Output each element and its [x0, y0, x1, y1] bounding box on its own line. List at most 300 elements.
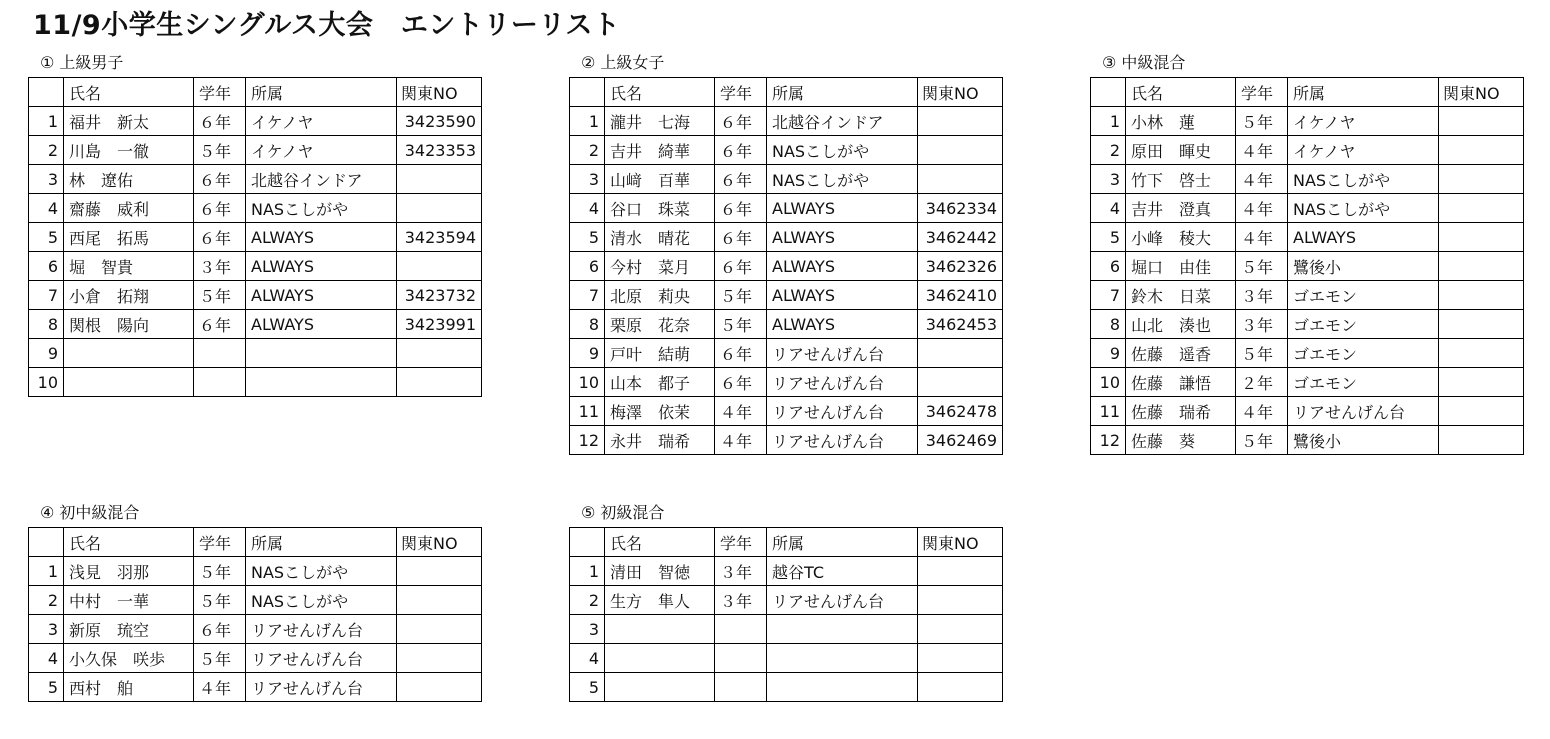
player-name — [64, 368, 194, 397]
player-grade: ４年 — [1236, 194, 1288, 223]
player-club: ゴエモン — [1288, 281, 1439, 310]
player-name: 佐藤 謙悟 — [1126, 368, 1236, 397]
row-number: 4 — [29, 194, 64, 223]
player-grade: ５年 — [194, 136, 246, 165]
row-number: 6 — [1091, 252, 1126, 281]
player-kanto-no — [397, 615, 482, 644]
player-name: 堀口 由佳 — [1126, 252, 1236, 281]
player-name: 鈴木 日菜 — [1126, 281, 1236, 310]
header-kanto-no: 関東NO — [397, 528, 482, 557]
player-club: リアせんげん台 — [767, 586, 918, 615]
row-number: 3 — [29, 165, 64, 194]
player-grade: ３年 — [194, 252, 246, 281]
player-name: 福井 新太 — [64, 107, 194, 136]
player-club: リアせんげん台 — [767, 368, 918, 397]
table-row — [29, 339, 482, 368]
row-number: 3 — [1091, 165, 1126, 194]
player-grade — [194, 368, 246, 397]
player-name: 中村 一華 — [64, 586, 194, 615]
header-grade: 学年 — [194, 528, 246, 557]
player-kanto-no — [918, 339, 1003, 368]
table-row — [1091, 194, 1524, 223]
player-name: 小林 蓮 — [1126, 107, 1236, 136]
player-club: 北越谷インドア — [767, 107, 918, 136]
player-kanto-no — [918, 644, 1003, 673]
table-row — [1091, 426, 1524, 455]
player-kanto-no — [1439, 252, 1524, 281]
player-name: 生方 隼人 — [605, 586, 715, 615]
player-grade: ５年 — [1236, 339, 1288, 368]
header-club: 所属 — [246, 528, 397, 557]
table-row — [570, 397, 1003, 426]
header-row — [29, 78, 482, 107]
player-name: 川島 一徹 — [64, 136, 194, 165]
player-kanto-no — [397, 252, 482, 281]
table-row — [29, 673, 482, 702]
player-club: ALWAYS — [246, 310, 397, 339]
table-row — [1091, 339, 1524, 368]
entry-table — [569, 527, 1003, 702]
player-club: リアせんげん台 — [767, 397, 918, 426]
player-name: 関根 陽向 — [64, 310, 194, 339]
player-club: ゴエモン — [1288, 339, 1439, 368]
player-grade: ３年 — [715, 557, 767, 586]
table-row — [29, 281, 482, 310]
header-row — [570, 528, 1003, 557]
table-row — [570, 194, 1003, 223]
row-number: 4 — [1091, 194, 1126, 223]
player-name: 堀 智貴 — [64, 252, 194, 281]
player-grade: ５年 — [715, 310, 767, 339]
player-club: ゴエモン — [1288, 368, 1439, 397]
player-kanto-no — [1439, 397, 1524, 426]
player-kanto-no — [1439, 165, 1524, 194]
player-grade: ５年 — [1236, 107, 1288, 136]
player-kanto-no: 3423594 — [397, 223, 482, 252]
player-kanto-no: 3462469 — [918, 426, 1003, 455]
player-name: 梅澤 依茉 — [605, 397, 715, 426]
player-club: リアせんげん台 — [246, 673, 397, 702]
player-kanto-no — [1439, 426, 1524, 455]
row-number: 9 — [1091, 339, 1126, 368]
player-name: 浅見 羽那 — [64, 557, 194, 586]
player-grade — [715, 615, 767, 644]
player-club: NASこしがや — [1288, 165, 1439, 194]
table-row — [29, 165, 482, 194]
player-name: 北原 莉央 — [605, 281, 715, 310]
player-club: ゴエモン — [1288, 310, 1439, 339]
entry-table — [1090, 77, 1524, 455]
table-row — [1091, 165, 1524, 194]
entry-table — [28, 527, 482, 702]
player-name: 佐藤 葵 — [1126, 426, 1236, 455]
table-row — [29, 223, 482, 252]
header-row — [570, 78, 1003, 107]
row-number: 5 — [570, 673, 605, 702]
player-kanto-no — [397, 586, 482, 615]
player-club: ALWAYS — [246, 252, 397, 281]
player-grade: ６年 — [194, 107, 246, 136]
player-grade: ６年 — [715, 368, 767, 397]
player-kanto-no — [397, 557, 482, 586]
player-club: イケノヤ — [1288, 136, 1439, 165]
player-club — [767, 615, 918, 644]
table-row — [570, 252, 1003, 281]
player-name — [605, 673, 715, 702]
player-club: ALWAYS — [767, 223, 918, 252]
player-name — [64, 339, 194, 368]
player-name: 西尾 拓馬 — [64, 223, 194, 252]
table-row — [29, 107, 482, 136]
player-club: NASこしがや — [767, 165, 918, 194]
player-grade — [715, 673, 767, 702]
row-number: 7 — [29, 281, 64, 310]
section-title: ④ 初中級混合 — [40, 503, 140, 522]
row-number: 2 — [570, 136, 605, 165]
player-kanto-no — [1439, 281, 1524, 310]
table-row — [570, 557, 1003, 586]
table-row — [570, 136, 1003, 165]
row-number: 12 — [1091, 426, 1126, 455]
player-name: 吉井 澄真 — [1126, 194, 1236, 223]
player-kanto-no: 3423732 — [397, 281, 482, 310]
player-kanto-no — [918, 107, 1003, 136]
player-kanto-no — [1439, 339, 1524, 368]
table-row — [1091, 107, 1524, 136]
row-number: 5 — [570, 223, 605, 252]
row-number: 8 — [29, 310, 64, 339]
player-name: 戸叶 結萌 — [605, 339, 715, 368]
player-name — [605, 644, 715, 673]
table-row — [29, 310, 482, 339]
player-grade: ６年 — [715, 136, 767, 165]
player-kanto-no — [397, 194, 482, 223]
section-beginner-intermediate-mixed — [28, 499, 482, 702]
header-grade: 学年 — [1236, 78, 1288, 107]
table-row — [570, 339, 1003, 368]
section-title: ⑤ 初級混合 — [581, 503, 665, 522]
table-row — [29, 615, 482, 644]
table-row — [570, 165, 1003, 194]
player-name — [605, 615, 715, 644]
header-grade: 学年 — [715, 78, 767, 107]
row-number: 7 — [570, 281, 605, 310]
player-grade — [715, 644, 767, 673]
player-club — [767, 644, 918, 673]
row-number: 5 — [29, 223, 64, 252]
player-kanto-no — [1439, 194, 1524, 223]
header-kanto-no: 関東NO — [397, 78, 482, 107]
player-name: 清田 智徳 — [605, 557, 715, 586]
player-grade: ６年 — [194, 615, 246, 644]
player-club: ALWAYS — [767, 194, 918, 223]
player-grade: ６年 — [194, 194, 246, 223]
table-row — [570, 644, 1003, 673]
header-club: 所属 — [767, 78, 918, 107]
player-kanto-no — [397, 644, 482, 673]
player-grade: ６年 — [715, 252, 767, 281]
row-number: 1 — [29, 107, 64, 136]
player-kanto-no: 3462334 — [918, 194, 1003, 223]
row-number: 12 — [570, 426, 605, 455]
table-row — [29, 586, 482, 615]
player-name: 山本 都子 — [605, 368, 715, 397]
table-row — [29, 557, 482, 586]
row-number: 4 — [570, 194, 605, 223]
player-name: 谷口 珠菜 — [605, 194, 715, 223]
player-kanto-no: 3462326 — [918, 252, 1003, 281]
table-row — [570, 281, 1003, 310]
player-club: NASこしがや — [1288, 194, 1439, 223]
player-grade: ５年 — [715, 281, 767, 310]
section-title: ② 上級女子 — [581, 53, 665, 72]
header-club: 所属 — [1288, 78, 1439, 107]
player-grade: ６年 — [715, 107, 767, 136]
table-row — [570, 107, 1003, 136]
row-number: 10 — [29, 368, 64, 397]
player-kanto-no — [918, 165, 1003, 194]
player-club: NASこしがや — [246, 586, 397, 615]
player-name: 栗原 花奈 — [605, 310, 715, 339]
header-kanto-no: 関東NO — [1439, 78, 1524, 107]
player-kanto-no — [918, 586, 1003, 615]
section-upper-girls — [569, 49, 1003, 455]
player-kanto-no: 3423353 — [397, 136, 482, 165]
header-name: 氏名 — [64, 78, 194, 107]
row-number: 5 — [1091, 223, 1126, 252]
row-number: 1 — [570, 557, 605, 586]
section-title: ③ 中級混合 — [1102, 53, 1186, 72]
table-row — [570, 310, 1003, 339]
player-grade: ５年 — [194, 644, 246, 673]
row-number: 8 — [570, 310, 605, 339]
table-row — [29, 194, 482, 223]
row-number: 2 — [570, 586, 605, 615]
player-club — [246, 368, 397, 397]
player-kanto-no — [1439, 310, 1524, 339]
player-name: 山﨑 百華 — [605, 165, 715, 194]
player-club: リアせんげん台 — [767, 339, 918, 368]
player-club — [246, 339, 397, 368]
table-row — [1091, 223, 1524, 252]
player-kanto-no — [918, 557, 1003, 586]
header-no — [1091, 78, 1126, 107]
player-name: 佐藤 遥香 — [1126, 339, 1236, 368]
player-club: リアせんげん台 — [246, 615, 397, 644]
header-row — [29, 528, 482, 557]
table-row — [1091, 368, 1524, 397]
player-kanto-no — [397, 339, 482, 368]
player-club: NASこしがや — [246, 194, 397, 223]
player-kanto-no — [397, 165, 482, 194]
section-title: ① 上級男子 — [40, 53, 124, 72]
player-grade: ６年 — [194, 223, 246, 252]
table-row — [29, 136, 482, 165]
player-kanto-no: 3462453 — [918, 310, 1003, 339]
row-number: 1 — [29, 557, 64, 586]
player-name: 小久保 咲歩 — [64, 644, 194, 673]
player-club: イケノヤ — [246, 136, 397, 165]
row-number: 3 — [570, 165, 605, 194]
player-club: ALWAYS — [767, 252, 918, 281]
player-kanto-no: 3423991 — [397, 310, 482, 339]
row-number: 2 — [1091, 136, 1126, 165]
row-number: 7 — [1091, 281, 1126, 310]
table-row — [29, 368, 482, 397]
player-name: 齋藤 威利 — [64, 194, 194, 223]
player-name: 新原 琉空 — [64, 615, 194, 644]
player-grade: ４年 — [1236, 136, 1288, 165]
player-name: 林 遼佑 — [64, 165, 194, 194]
table-row — [1091, 252, 1524, 281]
player-kanto-no — [918, 615, 1003, 644]
section-beginner-mixed — [569, 499, 1003, 702]
player-club — [767, 673, 918, 702]
row-number: 11 — [570, 397, 605, 426]
header-grade: 学年 — [715, 528, 767, 557]
player-kanto-no — [918, 136, 1003, 165]
player-club: リアせんげん台 — [1288, 397, 1439, 426]
row-number: 1 — [570, 107, 605, 136]
player-name: 小倉 拓翔 — [64, 281, 194, 310]
player-grade: ６年 — [715, 223, 767, 252]
player-name: 原田 暉史 — [1126, 136, 1236, 165]
row-number: 6 — [29, 252, 64, 281]
row-number: 4 — [570, 644, 605, 673]
player-club: 鷺後小 — [1288, 252, 1439, 281]
player-club: 北越谷インドア — [246, 165, 397, 194]
player-kanto-no — [1439, 107, 1524, 136]
player-grade — [194, 339, 246, 368]
header-kanto-no: 関東NO — [918, 528, 1003, 557]
player-grade: ６年 — [715, 194, 767, 223]
player-name: 小峰 稜大 — [1126, 223, 1236, 252]
table-row — [570, 223, 1003, 252]
table-row — [1091, 310, 1524, 339]
section-intermediate-mixed — [1090, 49, 1524, 455]
player-name: 永井 瑞希 — [605, 426, 715, 455]
header-row — [1091, 78, 1524, 107]
table-row — [1091, 397, 1524, 426]
header-name: 氏名 — [1126, 78, 1236, 107]
player-name: 竹下 啓士 — [1126, 165, 1236, 194]
player-grade: ３年 — [715, 586, 767, 615]
row-number: 1 — [1091, 107, 1126, 136]
header-name: 氏名 — [605, 78, 715, 107]
player-kanto-no — [918, 368, 1003, 397]
player-kanto-no — [1439, 223, 1524, 252]
player-name: 今村 菜月 — [605, 252, 715, 281]
player-name: 山北 湊也 — [1126, 310, 1236, 339]
player-grade: ５年 — [194, 557, 246, 586]
player-kanto-no: 3462410 — [918, 281, 1003, 310]
player-club: 鷺後小 — [1288, 426, 1439, 455]
player-club: NASこしがや — [246, 557, 397, 586]
table-row — [570, 368, 1003, 397]
player-grade: ５年 — [1236, 252, 1288, 281]
entry-table — [569, 77, 1003, 455]
player-kanto-no — [1439, 136, 1524, 165]
table-row — [29, 252, 482, 281]
player-club: イケノヤ — [246, 107, 397, 136]
entry-table — [28, 77, 482, 397]
player-grade: ４年 — [1236, 397, 1288, 426]
player-kanto-no — [1439, 368, 1524, 397]
player-grade: ３年 — [1236, 310, 1288, 339]
section-upper-boys — [28, 49, 482, 397]
player-grade: ４年 — [1236, 223, 1288, 252]
row-number: 5 — [29, 673, 64, 702]
player-kanto-no — [918, 673, 1003, 702]
header-club: 所属 — [246, 78, 397, 107]
player-grade: ２年 — [1236, 368, 1288, 397]
table-row — [1091, 136, 1524, 165]
row-number: 3 — [570, 615, 605, 644]
header-no — [29, 78, 64, 107]
player-name: 佐藤 瑞希 — [1126, 397, 1236, 426]
player-club: リアせんげん台 — [246, 644, 397, 673]
player-club: リアせんげん台 — [767, 426, 918, 455]
player-grade: ４年 — [1236, 165, 1288, 194]
player-club: ALWAYS — [1288, 223, 1439, 252]
player-name: 吉井 綺華 — [605, 136, 715, 165]
player-club: 越谷TC — [767, 557, 918, 586]
row-number: 2 — [29, 136, 64, 165]
row-number: 9 — [29, 339, 64, 368]
row-number: 10 — [1091, 368, 1126, 397]
player-grade: ５年 — [194, 281, 246, 310]
player-grade: ４年 — [715, 426, 767, 455]
table-row — [570, 586, 1003, 615]
player-kanto-no — [397, 368, 482, 397]
player-grade: ６年 — [715, 165, 767, 194]
player-grade: ５年 — [1236, 426, 1288, 455]
row-number: 11 — [1091, 397, 1126, 426]
row-number: 3 — [29, 615, 64, 644]
header-no — [570, 528, 605, 557]
table-row — [570, 615, 1003, 644]
header-name: 氏名 — [605, 528, 715, 557]
player-kanto-no: 3462442 — [918, 223, 1003, 252]
table-row — [1091, 281, 1524, 310]
player-grade: ６年 — [194, 310, 246, 339]
table-row — [570, 673, 1003, 702]
player-club: ALWAYS — [246, 281, 397, 310]
header-name: 氏名 — [64, 528, 194, 557]
player-club: ALWAYS — [767, 310, 918, 339]
player-club: NASこしがや — [767, 136, 918, 165]
header-kanto-no: 関東NO — [918, 78, 1003, 107]
player-kanto-no: 3462478 — [918, 397, 1003, 426]
header-no — [570, 78, 605, 107]
player-grade: ３年 — [1236, 281, 1288, 310]
player-club: ALWAYS — [767, 281, 918, 310]
player-name: 西村 舶 — [64, 673, 194, 702]
player-grade: ６年 — [194, 165, 246, 194]
table-row — [570, 426, 1003, 455]
header-no — [29, 528, 64, 557]
header-grade: 学年 — [194, 78, 246, 107]
row-number: 6 — [570, 252, 605, 281]
player-kanto-no — [397, 673, 482, 702]
row-number: 2 — [29, 586, 64, 615]
row-number: 4 — [29, 644, 64, 673]
page-title: 11/9小学生シングルス大会 エントリーリスト — [33, 10, 621, 41]
player-kanto-no: 3423590 — [397, 107, 482, 136]
table-row — [29, 644, 482, 673]
header-club: 所属 — [767, 528, 918, 557]
row-number: 8 — [1091, 310, 1126, 339]
